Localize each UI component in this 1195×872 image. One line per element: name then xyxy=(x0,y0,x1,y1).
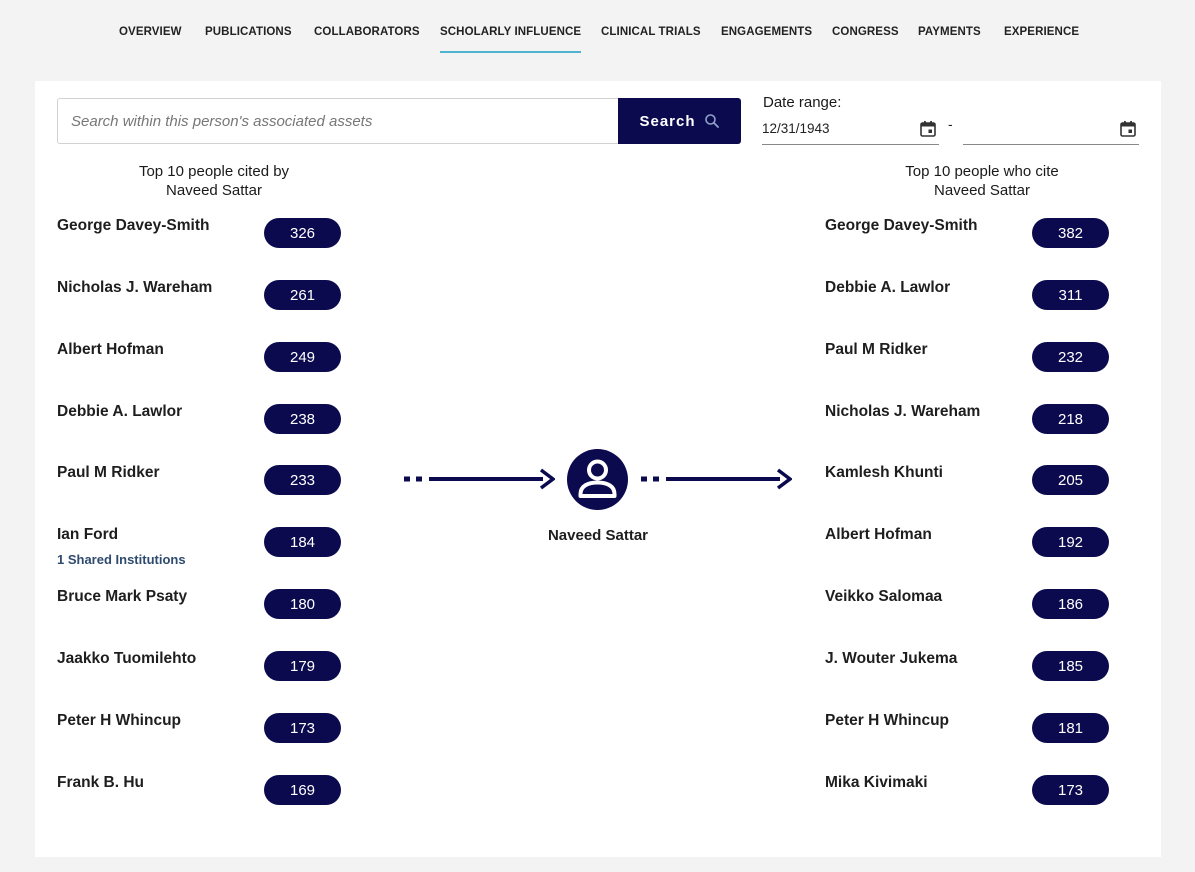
citation-count-badge[interactable]: 311 xyxy=(1032,280,1109,310)
outgoing-arrow-icon xyxy=(640,467,792,491)
citation-count-badge[interactable]: 192 xyxy=(1032,527,1109,557)
citation-count-badge[interactable]: 218 xyxy=(1032,404,1109,434)
citation-count-badge[interactable]: 186 xyxy=(1032,589,1109,619)
person-name[interactable]: Jaakko Tuomilehto xyxy=(57,650,197,667)
citation-count-badge[interactable]: 326 xyxy=(264,218,341,248)
person-name[interactable]: Paul M Ridker xyxy=(825,341,928,358)
tab-clinical-trials[interactable]: CLINICAL TRIALS xyxy=(601,26,701,38)
person-avatar-icon xyxy=(567,449,628,510)
who-cite-heading-line2: Naveed Sattar xyxy=(934,182,1030,199)
search-input[interactable] xyxy=(58,99,619,143)
who-cite-row xyxy=(825,588,1115,628)
search-icon xyxy=(704,113,720,129)
start-date-field[interactable] xyxy=(762,118,939,145)
who-cite-row xyxy=(825,217,1115,257)
citation-count-badge[interactable]: 233 xyxy=(264,465,341,495)
citation-count-badge[interactable]: 232 xyxy=(1032,342,1109,372)
citation-count-badge[interactable]: 180 xyxy=(264,589,341,619)
person-name[interactable]: Mika Kivimaki xyxy=(825,774,928,791)
scholarly-influence-panel xyxy=(35,81,1161,857)
cited-by-row xyxy=(57,464,347,504)
who-cite-heading xyxy=(852,162,1112,200)
influence-diagram xyxy=(403,449,793,549)
tab-payments[interactable]: PAYMENTS xyxy=(918,26,981,38)
person-name[interactable]: Veikko Salomaa xyxy=(825,588,943,605)
cited-by-row xyxy=(57,588,347,628)
person-name[interactable]: Peter H Whincup xyxy=(825,712,950,729)
who-cite-row xyxy=(825,774,1115,814)
cited-by-row xyxy=(57,279,347,319)
cited-by-heading xyxy=(84,162,344,200)
person-name[interactable]: Nicholas J. Wareham xyxy=(57,279,213,296)
person-name[interactable]: Peter H Whincup xyxy=(57,712,182,729)
citation-count-badge[interactable]: 261 xyxy=(264,280,341,310)
date-range-label: Date range: xyxy=(763,94,842,111)
who-cite-row xyxy=(825,650,1115,690)
person-name[interactable]: Paul M Ridker xyxy=(57,464,160,481)
person-name[interactable]: Kamlesh Khunti xyxy=(825,464,943,481)
person-name[interactable]: J. Wouter Jukema xyxy=(825,650,958,667)
cited-by-heading-line2: Naveed Sattar xyxy=(166,182,262,199)
person-name[interactable]: Debbie A. Lawlor xyxy=(825,279,951,296)
person-name[interactable]: Ian Ford xyxy=(57,526,119,543)
who-cite-row xyxy=(825,712,1115,752)
search-button-label: Search xyxy=(639,112,696,130)
citation-count-badge[interactable]: 179 xyxy=(264,651,341,681)
cited-by-row xyxy=(57,403,347,443)
citation-count-badge[interactable]: 238 xyxy=(264,404,341,434)
citation-count-badge[interactable]: 181 xyxy=(1032,713,1109,743)
person-name[interactable]: Albert Hofman xyxy=(57,341,164,358)
person-name[interactable]: Albert Hofman xyxy=(825,526,932,543)
tab-publications[interactable]: PUBLICATIONS xyxy=(205,26,292,38)
end-date-field[interactable] xyxy=(963,118,1139,145)
person-name[interactable]: George Davey-Smith xyxy=(57,217,210,234)
calendar-icon[interactable] xyxy=(1119,120,1137,138)
who-cite-row xyxy=(825,464,1115,504)
tab-congress[interactable]: CONGRESS xyxy=(832,26,899,38)
citation-count-badge[interactable]: 184 xyxy=(264,527,341,557)
cited-by-row xyxy=(57,650,347,690)
person-name[interactable]: Bruce Mark Psaty xyxy=(57,588,188,605)
citation-count-badge[interactable]: 205 xyxy=(1032,465,1109,495)
who-cite-row xyxy=(825,526,1115,566)
citation-count-badge[interactable]: 185 xyxy=(1032,651,1109,681)
tab-overview[interactable]: OVERVIEW xyxy=(119,26,182,38)
person-name[interactable]: Frank B. Hu xyxy=(57,774,144,791)
citation-count-badge[interactable]: 173 xyxy=(264,713,341,743)
search-button[interactable] xyxy=(618,98,741,144)
person-name[interactable]: Nicholas J. Wareham xyxy=(825,403,981,420)
who-cite-row xyxy=(825,279,1115,319)
cited-by-heading-line1: Top 10 people cited by xyxy=(138,163,290,180)
tab-experience[interactable]: EXPERIENCE xyxy=(1004,26,1080,38)
tab-collaborators[interactable]: COLLABORATORS xyxy=(314,26,420,38)
who-cite-heading-line1: Top 10 people who cite xyxy=(905,163,1059,180)
calendar-icon[interactable] xyxy=(919,120,937,138)
citation-count-badge[interactable]: 173 xyxy=(1032,775,1109,805)
person-name[interactable]: George Davey-Smith xyxy=(825,217,978,234)
who-cite-row xyxy=(825,403,1115,443)
cited-by-row xyxy=(57,341,347,381)
citation-count-badge[interactable]: 382 xyxy=(1032,218,1109,248)
citation-count-badge[interactable]: 169 xyxy=(264,775,341,805)
person-name[interactable]: Debbie A. Lawlor xyxy=(57,403,183,420)
center-person-name: Naveed Sattar xyxy=(547,527,649,544)
start-date-value: 12/31/1943 xyxy=(762,121,830,136)
tab-engagements[interactable]: ENGAGEMENTS xyxy=(721,26,813,38)
citation-count-badge[interactable]: 249 xyxy=(264,342,341,372)
profile-tabs-nav xyxy=(0,0,1195,60)
cited-by-row xyxy=(57,217,347,257)
cited-by-row xyxy=(57,526,347,566)
search-box xyxy=(57,98,619,144)
date-range-separator: - xyxy=(948,116,953,132)
incoming-arrow-icon xyxy=(403,467,555,491)
shared-institutions-link[interactable]: 1 Shared Institutions xyxy=(57,552,186,567)
cited-by-row xyxy=(57,774,347,814)
cited-by-row xyxy=(57,712,347,752)
tab-scholarly-influence[interactable]: SCHOLARLY INFLUENCE xyxy=(440,26,582,38)
who-cite-row xyxy=(825,341,1115,381)
